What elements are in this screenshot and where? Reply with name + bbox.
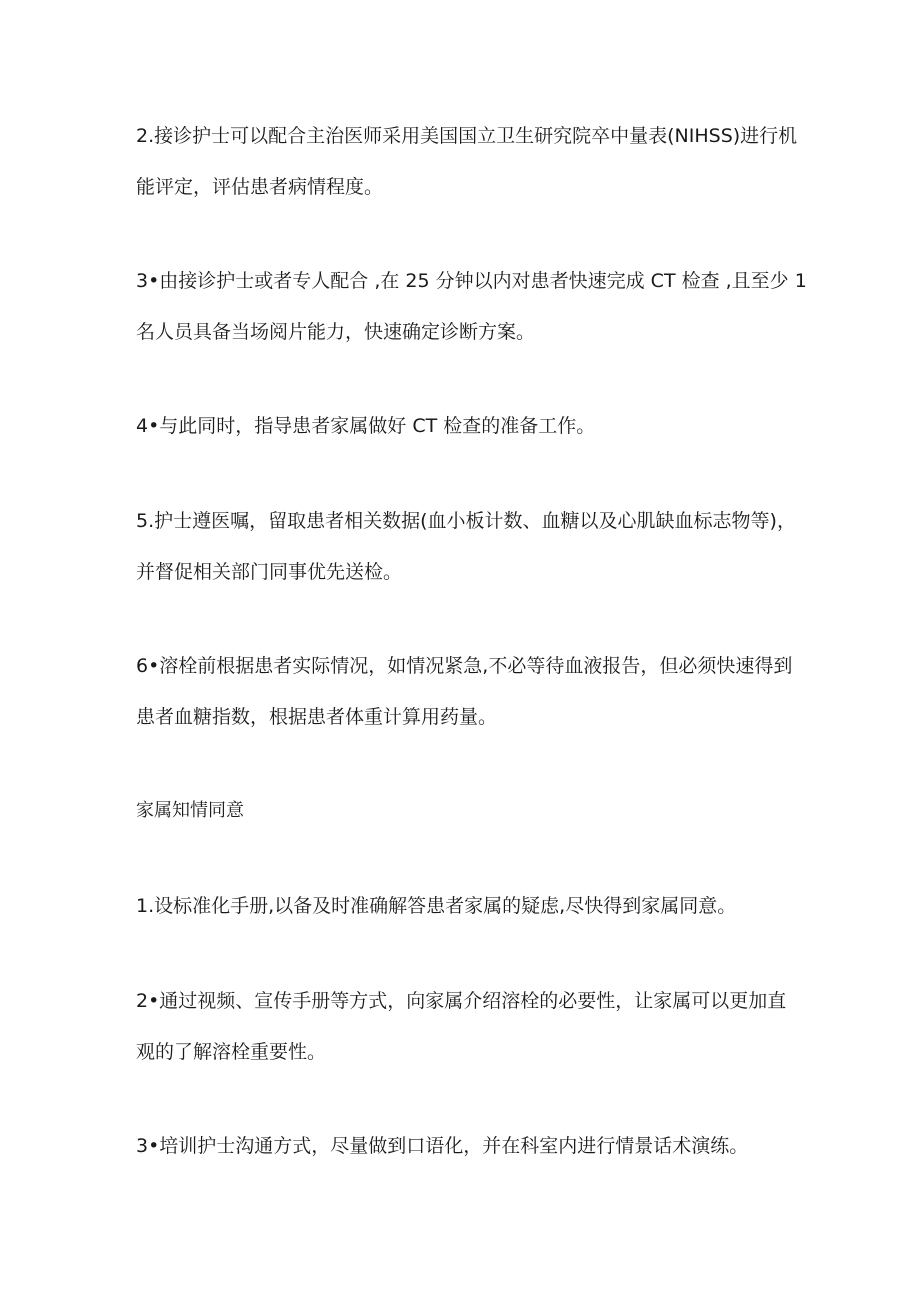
paragraph-3-line-2: 名人员具备当场阅片能力，快速确定诊断方案。 (136, 321, 536, 343)
paragraph-6-line-2: 患者血糖指数，根据患者体重计算用药量。 (136, 706, 498, 728)
paragraph-6-line-1: 6•溶栓前根据患者实际情况，如情况紧急,不必等待血液报告，但必须快速得到 (136, 655, 793, 677)
section-heading: 家属知情同意 (136, 800, 244, 821)
section-paragraph-3-line-1: 3•培训护士沟通方式，尽量做到口语化，并在科室内进行情景话术演练。 (136, 1135, 749, 1157)
section-paragraph-2-line-1: 2•通过视频、宣传手册等方式，向家属介绍溶栓的必要性，让家属可以更加直 (136, 990, 787, 1012)
section-paragraph-1-line-1: 1.设标准化手册,以备及时准确解答患者家属的疑虑,尽快得到家属同意。 (136, 895, 737, 917)
paragraph-3-line-1: 3•由接诊护士或者专人配合 ,在 25 分钟以内对患者快速完成 CT 检查 ,且至少 1 (136, 270, 807, 292)
paragraph-5-line-1: 5.护士遵医嘱，留取患者相关数据(血小板计数、血糖以及心肌缺血标志物等)， (136, 510, 796, 532)
paragraph-5-line-2: 并督促相关部门同事优先送检。 (136, 561, 403, 583)
section-paragraph-2-line-2: 观的了解溶栓重要性。 (136, 1041, 327, 1063)
paragraph-2-line-1: 2.接诊护士可以配合主治医师采用美国国立卫生研究院卒中量表(NIHSS)进行机 (136, 125, 798, 147)
paragraph-4-line-1: 4•与此同时，指导患者家属做好 CT 检查的准备工作。 (136, 415, 596, 437)
paragraph-2-line-2: 能评定，评估患者病情程度。 (136, 176, 384, 198)
